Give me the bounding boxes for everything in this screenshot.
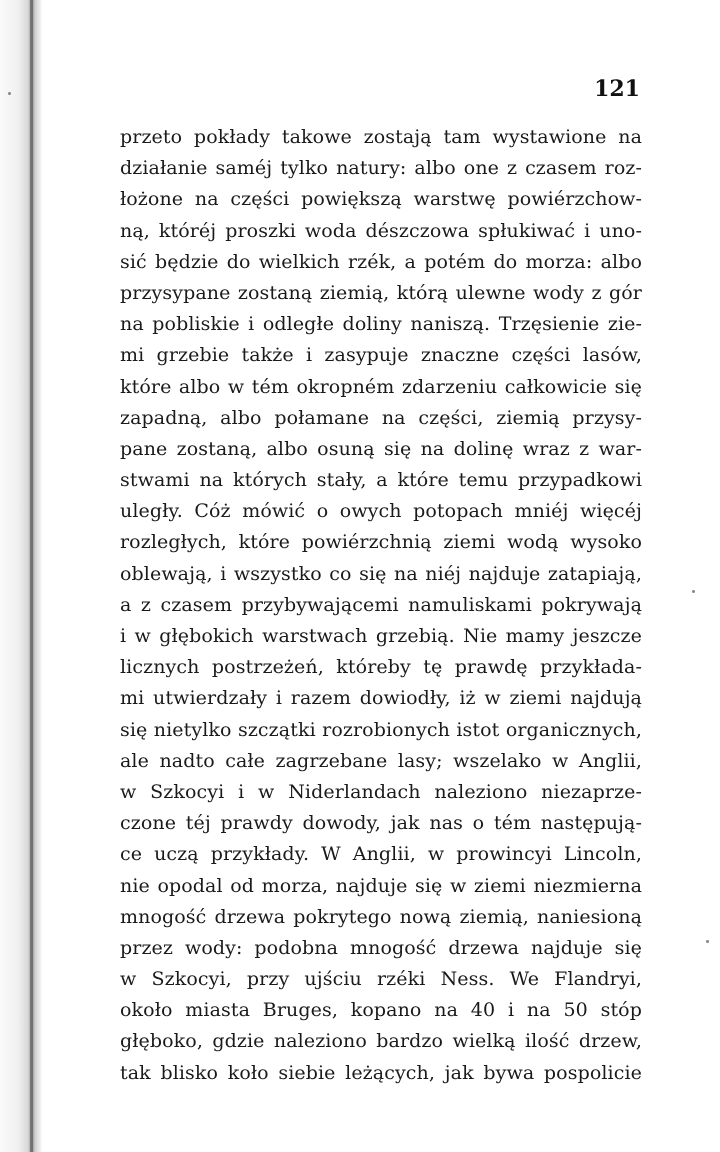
text-line: w Szkocyi, przy ujściu rzéki Ness. We Flandryi, <box>120 968 642 991</box>
text-line: nie opodal od morza, najduje się w ziemi niezmierna <box>120 874 642 897</box>
text-line: oblewają, i wszystko co się na niéj najduje zatapiają, <box>120 562 642 585</box>
text-line: na pobliskie i odległe doliny naniszą. Trzęsienie zie- <box>120 313 642 336</box>
text-line: działanie saméj tylko natury: albo one z czasem roz- <box>120 157 642 180</box>
text-line: rozległych, które powiérzchnią ziemi wodą wysoko <box>120 531 642 554</box>
text-line: mi utwierdzały i razem dowiodły, iż w ziemi najdują <box>120 687 642 710</box>
text-line: głęboko, gdzie naleziono bardzo wielką ilość drzew, <box>120 1030 642 1053</box>
text-line: mi grzebie także i zasypuje znaczne części lasów, <box>120 344 642 367</box>
text-line: i w głębokich warstwach grzebią. Nie mamy jeszcze <box>120 625 642 647</box>
text-line: które albo w tém okropném zdarzeniu całkowicie się <box>120 375 642 398</box>
binding-shadow-line <box>30 0 33 1152</box>
text-line: sić będzie do wielkich rzék, a potém do morza: albo <box>120 250 642 273</box>
text-line: około miasta Bruges, kopano na 40 i na 50 stóp <box>120 999 642 1022</box>
text-line: a z czasem przybywającemi namuliskami pokrywają <box>120 593 642 616</box>
text-line: stwami na których stały, a które temu przypadkowi <box>120 469 642 492</box>
page-number: 121 <box>594 76 640 102</box>
binding-edge <box>0 0 42 1152</box>
text-line: ce uczą przykłady. W Anglii, w prowincyi Lincoln, <box>120 843 642 866</box>
text-line: czone téj prawdy dowody, jak nas o tém następują- <box>120 812 642 835</box>
paper-speck <box>706 940 709 943</box>
paper-speck <box>8 92 11 95</box>
text-line: przysypane zostaną ziemią, którą ulewne wody z gór <box>120 281 642 304</box>
paper-speck <box>692 590 695 593</box>
body-text <box>120 122 642 1089</box>
text-line: uległy. Cóż mówić o owych potopach mniéj więcéj <box>120 500 642 523</box>
text-line: przeto pokłady takowe zostają tam wystawione na <box>120 126 642 148</box>
text-line: łożone na części powiększą warstwę powiérzchow- <box>120 188 642 211</box>
text-line: się nietylko szczątki rozrobionych istot organicznych, <box>120 718 642 741</box>
text-line: ale nadto całe zagrzebane lasy; wszelako w Anglii, <box>120 749 642 772</box>
text-line: ną, któréj proszki woda dészczowa spłukiwać i uno- <box>120 219 642 242</box>
text-line: w Szkocyi i w Niderlandach naleziono niezaprze- <box>120 780 642 803</box>
text-line: pane zostaną, albo osuną się na dolinę wraz z war- <box>120 437 642 460</box>
text-line: mnogość drzewa pokrytego nową ziemią, naniesioną <box>120 905 642 928</box>
text-line: licznych postrzeżeń, któreby tę prawdę przykłada- <box>120 656 642 679</box>
text-line: przez wody: podobna mnogość drzewa najduje się <box>120 936 642 959</box>
text-line: tak blisko koło siebie leżących, jak bywa pospolicie <box>120 1061 642 1084</box>
text-line: zapadną, albo połamane na części, ziemią przysy- <box>120 406 642 429</box>
